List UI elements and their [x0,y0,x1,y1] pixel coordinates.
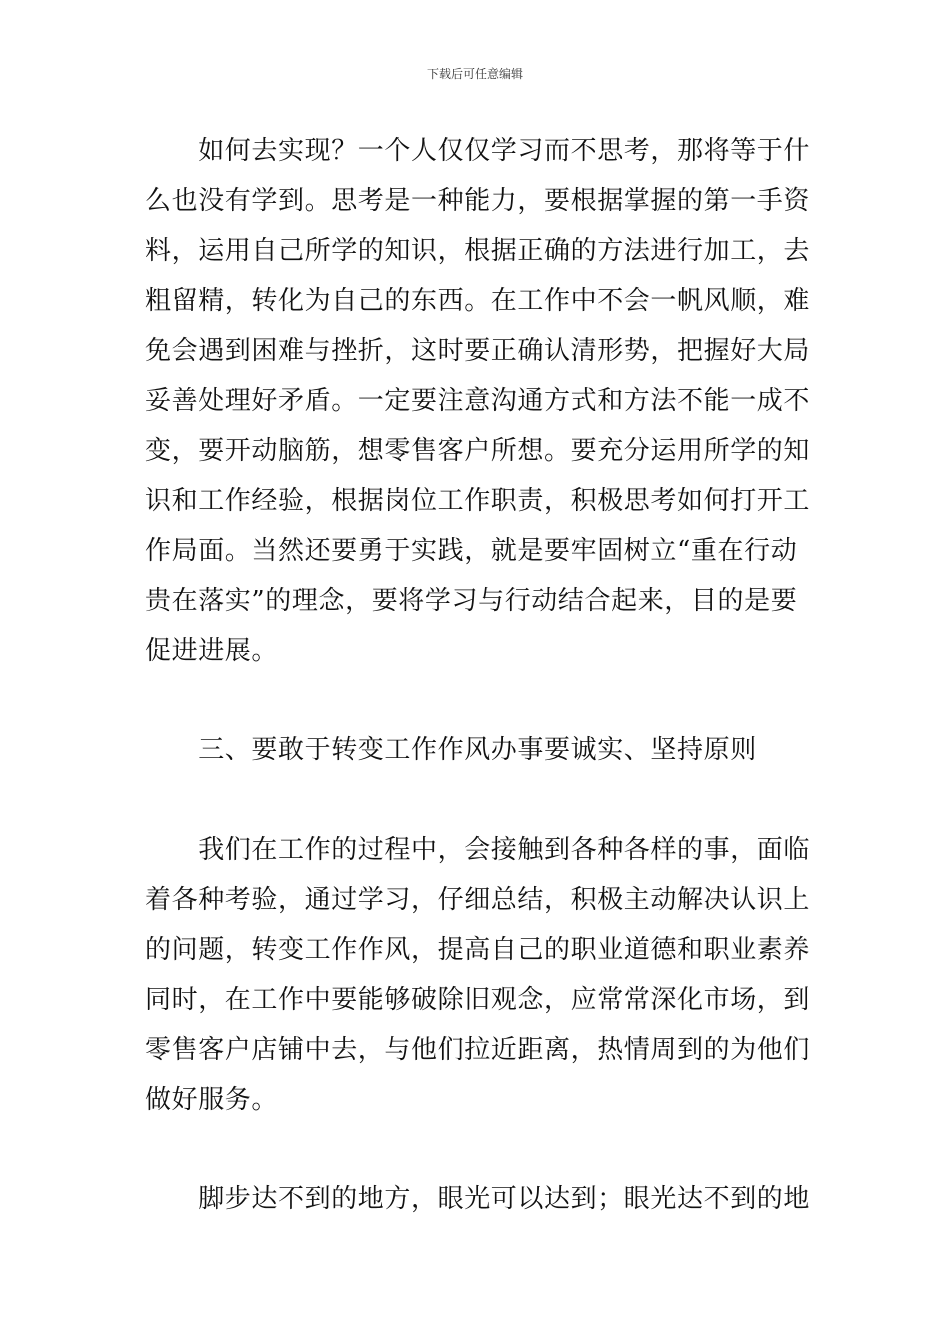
section-heading: 三、要敢于转变工作作风办事要诚实、坚持原则 [145,735,757,765]
paragraph-line: 变，要开动脑筋，想零售客户所想。要充分运用所学的知 [145,436,811,466]
paragraph-line: 同时，在工作中要能够破除旧观念，应常常深化市场，到 [145,985,811,1015]
paragraph-line: 识和工作经验，根据岗位工作职责，积极思考如何打开工 [145,486,811,516]
paragraph-line: 着各种考验，通过学习，仔细总结，积极主动解决认识上 [145,885,811,915]
paragraph-line: 粗留精，转化为自己的东西。在工作中不会一帆风顺，难 [145,286,811,316]
page-header: 下载后可任意编辑 [426,67,523,81]
paragraph-line: 零售客户店铺中去，与他们拉近距离，热情周到的为他们 [145,1035,811,1065]
paragraph-line: 的问题，转变工作作风，提高自己的职业道德和职业素养 [145,935,811,965]
paragraph-line: 料，运用自己所学的知识，根据正确的方法进行加工，去 [145,236,811,266]
paragraph-line: 做好服务。 [145,1085,279,1115]
paragraph-line: 免会遇到困难与挫折，这时要正确认清形势，把握好大局 [145,336,811,366]
paragraph-line: 我们在工作的过程中，会接触到各种各样的事，面临 [145,835,811,865]
paragraph-line: 脚步达不到的地方，眼光可以达到；眼光达不到的地 [145,1184,811,1214]
paragraph-line: 妥善处理好矛盾。一定要注意沟通方式和方法不能一成不 [145,386,811,416]
paragraph-line: 作局面。当然还要勇于实践，就是要牢固树立“重在行动 [145,536,798,566]
paragraph-line: 贵在落实”的理念，要将学习与行动结合起来，目的是要 [145,586,798,616]
paragraph-line: 如何去实现？一个人仅仅学习而不思考，那将等于什 [145,136,811,166]
paragraph-line: 么也没有学到。思考是一种能力，要根据掌握的第一手资 [145,186,811,216]
paragraph-line: 促进进展。 [145,636,279,666]
